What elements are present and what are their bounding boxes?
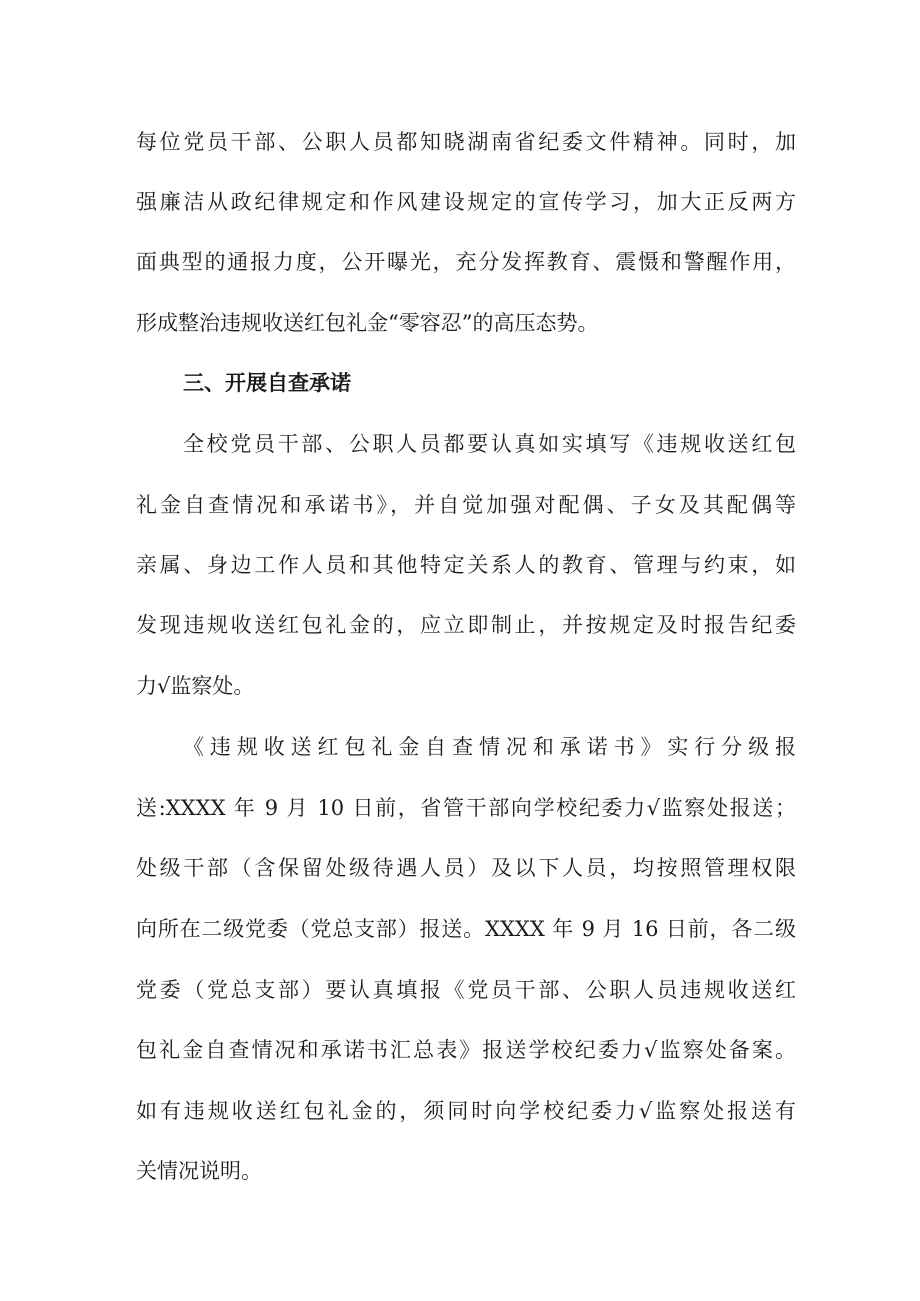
text-line: 全校党员干部、公职人员都要认真如实填写《违规收送红包 [183,432,796,456]
text-line: 关情况说明。 [136,1159,262,1183]
text-line: 形成整治违规收送红包礼金“零容忍”的高压态势。 [136,311,599,335]
text-line: 每位党员干部、公职人员都知晓湖南省纪委文件精神。同时，加 [136,130,796,154]
text-line: 如有违规收送红包礼金的，须同时向学校纪委力√监察处报送有 [136,1099,796,1123]
text-line: 包礼金自查情况和承诺书汇总表》报送学校纪委力√监察处备案。 [136,1038,796,1062]
text-line: 送:XXXX 年 9 月 10 日前，省管干部向学校纪委力√监察处报送； [136,796,796,820]
text-line: 处级干部（含保留处级待遇人员）及以下人员，均按照管理权限 [136,856,796,880]
text-line: 向所在二级党委（党总支部）报送。XXXX 年 9 月 16 日前，各二级 [136,917,796,941]
text-line: 礼金自查情况和承诺书》，并自觉加强对配偶、子女及其配偶等 [136,493,796,517]
section-heading: 三、开展自查承诺 [183,371,351,395]
text-line: 党委（党总支部）要认真填报《党员干部、公职人员违规收送红 [136,978,796,1002]
text-line: 强廉洁从政纪律规定和作风建设规定的宣传学习，加大正反两方 [136,190,796,214]
text-line: 亲属、身边工作人员和其他特定关系人的教育、管理与约束，如 [136,553,796,577]
text-line: 《违规收送红包礼金自查情况和承诺书》实行分级报 [183,735,796,759]
text-line: 发现违规收送红包礼金的，应立即制止，并按规定及时报告纪委 [136,613,796,637]
text-line: 面典型的通报力度，公开曝光，充分发挥教育、震慑和警醒作用， [136,250,796,274]
text-line: 力√监察处。 [136,674,255,698]
